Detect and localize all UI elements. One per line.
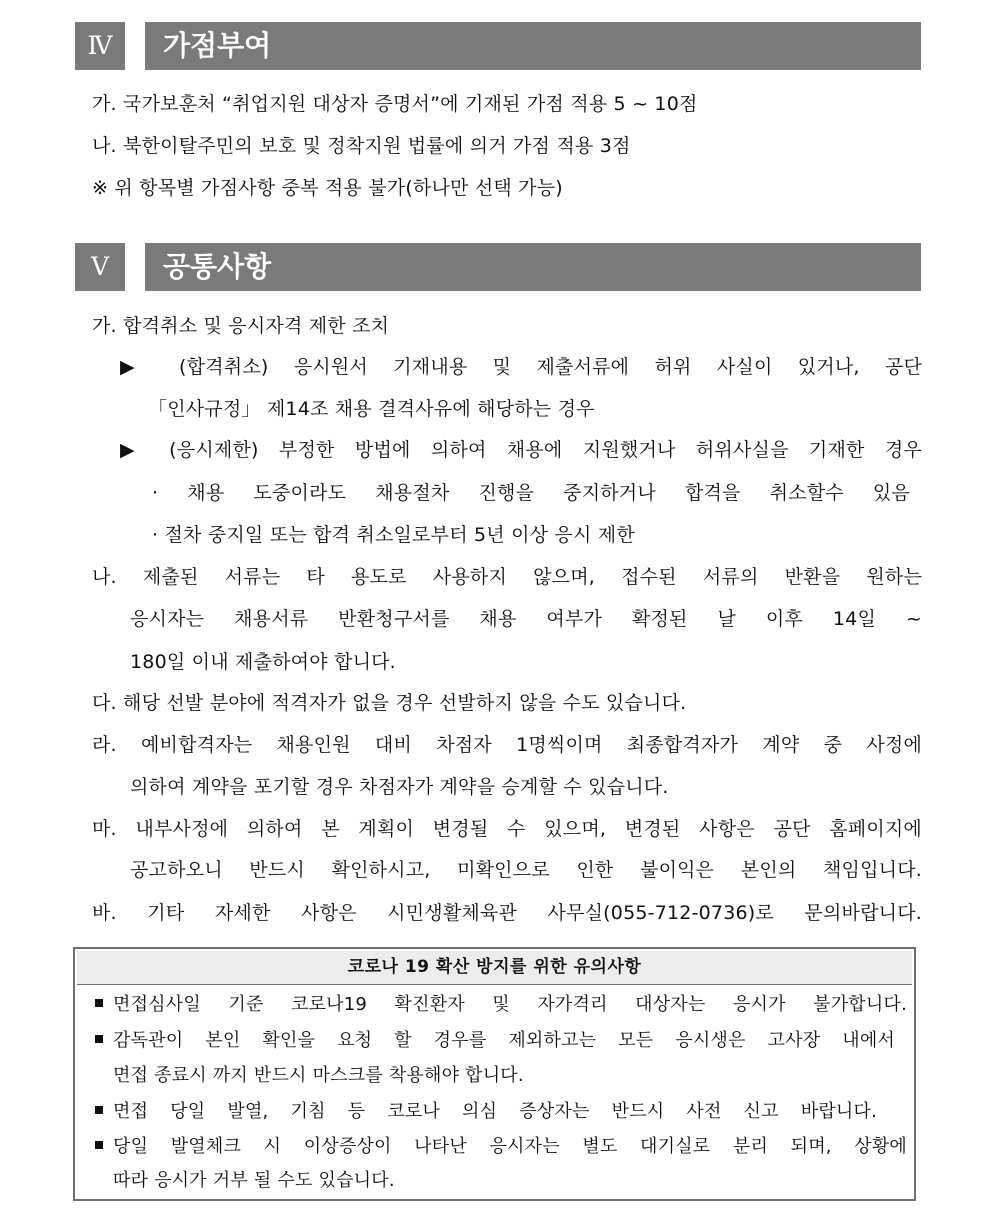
section-4-item-ga: 가. 국가보훈처 “취업지원 대상자 증명서”에 기재된 가점 적용 5 ~ 10점 <box>92 93 698 115</box>
square-bullet-icon <box>95 1106 103 1114</box>
section-5-ga-bullet-1-line-1: ▶ (합격취소) 응시원서 기재내용 및 제출서류에 허위 사실이 있거나, 공단 <box>120 356 922 378</box>
square-bullet-icon <box>95 999 103 1007</box>
section-5-item-na-line-1: 나. 제출된 서류는 타 용도로 사용하지 않으며, 접수된 서류의 반환을 원하는 <box>92 566 922 588</box>
section-5-header <box>75 243 921 291</box>
section-5-item-ga: 가. 합격취소 및 응시자격 제한 조치 <box>92 315 390 337</box>
section-5-item-ra-line-2: 의하여 계약을 포기할 경우 차점자가 계약을 승계할 수 있습니다. <box>130 776 669 798</box>
covid-notice-item-4-line-1: 당일 발열체크 시 이상증상이 나타난 응시자는 별도 대기실로 분리 되며, 상황에 <box>95 1135 907 1161</box>
section-5-item-da: 다. 해당 선발 분야에 적격자가 없을 경우 선발하지 않을 수도 있습니다. <box>92 692 687 714</box>
covid-notice-item-2-line-2: 면접 종료시 까지 반드시 마스크를 착용해야 합니다. <box>113 1065 524 1086</box>
section-4-note: ※ 위 항목별 가점사항 중복 적용 불가(하나만 선택 가능) <box>92 177 563 199</box>
covid-notice-item-2-line-1: 감독관이 본인 확인을 요청 할 경우를 제외하고는 모든 응시생은 고사장 내에서 <box>95 1029 895 1055</box>
section-5-ga-bullet-2: ▶ (응시제한) 부정한 방법에 의하여 채용에 지원했거나 허위사실을 기재한 경우 <box>120 439 922 461</box>
section-5-item-ra-line-1: 라. 예비합격자는 채용인원 대비 차점자 1명씩이며 최종합격자가 계약 중 사정에 <box>92 734 922 756</box>
square-bullet-icon <box>95 1035 103 1043</box>
section-5-ga-bullet-1-line-2: 「인사규정」 제14조 채용 결격사유에 해당하는 경우 <box>148 398 595 420</box>
covid-notice-box <box>73 947 916 1201</box>
section-4-number: Ⅳ <box>75 22 125 70</box>
section-5-number: Ⅴ <box>75 243 125 291</box>
section-5-ga-bullet-2-detail-1: · 채용 도중이라도 채용절차 진행을 중지하거나 합격을 취소할수 있음 <box>152 482 910 504</box>
section-4-title: 가점부여 <box>145 22 921 70</box>
section-5-title: 공통사항 <box>145 243 921 291</box>
section-4-item-na: 나. 북한이탈주민의 보호 및 정착지원 법률에 의거 가점 적용 3점 <box>92 135 631 157</box>
square-bullet-icon <box>95 1141 103 1149</box>
covid-notice-title: 코로나 19 확산 방지를 위한 유의사항 <box>77 951 912 985</box>
covid-notice-item-4-line-2: 따라 응시가 거부 될 수도 있습니다. <box>113 1170 395 1191</box>
section-5-item-na-line-3: 180일 이내 제출하여야 합니다. <box>130 651 396 673</box>
section-5-ga-bullet-2-detail-2: · 절차 중지일 또는 합격 취소일로부터 5년 이상 응시 제한 <box>152 524 635 546</box>
section-4-header <box>75 22 921 70</box>
section-5-item-ma-line-1: 마. 내부사정에 의하여 본 계획이 변경될 수 있으며, 변경된 사항은 공단 홈페이지에 <box>92 818 922 840</box>
section-5-item-ba: 바. 기타 자세한 사항은 시민생활체육관 사무실(055-712-0736)로 문의바랍니다. <box>92 902 922 924</box>
section-5-item-ma-line-2: 공고하오니 반드시 확인하시고, 미확인으로 인한 불이익은 본인의 책임입니다. <box>130 859 922 881</box>
covid-notice-item-1: 면접심사일 기준 코로나19 확진환자 및 자가격리 대상자는 응시가 불가합니다. <box>95 993 907 1019</box>
covid-notice-item-3: 면접 당일 발열, 기침 등 코로나 의심 증상자는 반드시 사전 신고 바랍니다. <box>95 1100 877 1126</box>
section-5-item-na-line-2: 응시자는 채용서류 반환청구서를 채용 여부가 확정된 날 이후 14일 ~ <box>130 608 922 630</box>
